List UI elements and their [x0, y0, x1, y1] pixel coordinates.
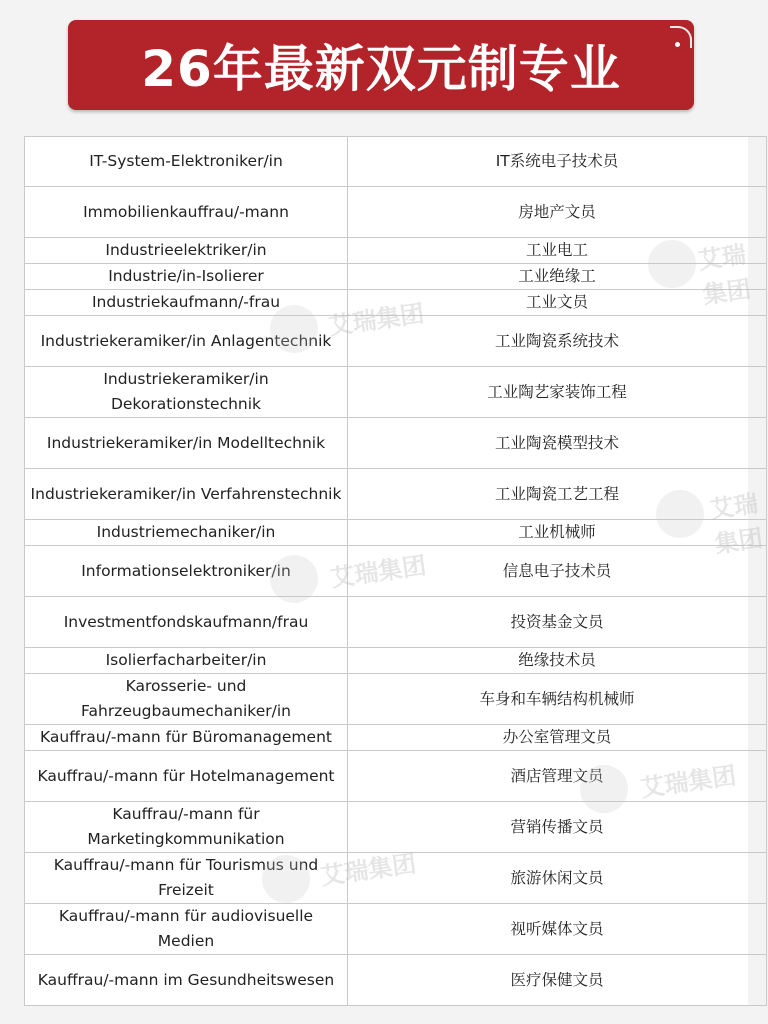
chinese-profession-cell: 医疗保健文员 — [348, 955, 767, 1006]
table-row — [25, 367, 767, 418]
profession-table-body — [25, 137, 767, 1006]
table-row — [25, 520, 767, 546]
watermark-text: 艾瑞集团 — [326, 299, 426, 341]
profession-table-container — [24, 136, 748, 1006]
german-profession-cell: Kauffrau/-mann im Gesundheitswesen — [25, 955, 348, 1006]
chinese-profession-cell: 旅游休闲文员 — [348, 853, 767, 904]
chinese-profession-cell: 营销传播文员 — [348, 802, 767, 853]
table-row — [25, 597, 767, 648]
chinese-profession-cell: 工业文员 — [348, 290, 767, 316]
chinese-profession-cell: 工业陶瓷模型技术 — [348, 418, 767, 469]
table-row — [25, 546, 767, 597]
german-profession-cell: Industrie/in-Isolierer — [25, 264, 348, 290]
table-row — [25, 187, 767, 238]
german-profession-cell: Industriekaufmann/-frau — [25, 290, 348, 316]
table-row — [25, 802, 767, 853]
german-profession-cell: Industriekeramiker/in Anlagentechnik — [25, 316, 348, 367]
table-row — [25, 290, 767, 316]
german-profession-cell: Industrieelektriker/in — [25, 238, 348, 264]
chinese-profession-cell: 工业陶瓷工艺工程 — [348, 469, 767, 520]
chinese-profession-cell: 酒店管理文员 — [348, 751, 767, 802]
chinese-profession-cell: 信息电子技术员 — [348, 546, 767, 597]
german-profession-cell: Immobilienkauffrau/-mann — [25, 187, 348, 238]
chinese-profession-cell: 工业陶艺家装饰工程 — [348, 367, 767, 418]
table-row — [25, 751, 767, 802]
german-profession-cell: Industriemechaniker/in — [25, 520, 348, 546]
german-profession-cell: Kauffrau/-mann für Tourismus und Freizeit — [25, 853, 348, 904]
table-row — [25, 955, 767, 1006]
table-row — [25, 469, 767, 520]
table-row — [25, 904, 767, 955]
profession-table — [24, 136, 767, 1006]
chinese-profession-cell: 视听媒体文员 — [348, 904, 767, 955]
chinese-profession-cell: 办公室管理文员 — [348, 725, 767, 751]
german-profession-cell: Karosserie- und Fahrzeugbaumechaniker/in — [25, 674, 348, 725]
table-row — [25, 648, 767, 674]
german-profession-cell: Kauffrau/-mann für Marketingkommunikation — [25, 802, 348, 853]
german-profession-cell: Kauffrau/-mann für audiovisuelle Medien — [25, 904, 348, 955]
table-row — [25, 264, 767, 290]
chinese-profession-cell: 绝缘技术员 — [348, 648, 767, 674]
watermark-text: 艾瑞集团 — [708, 489, 765, 559]
table-row — [25, 853, 767, 904]
german-profession-cell: Industriekeramiker/in Modelltechnik — [25, 418, 348, 469]
table-row — [25, 137, 767, 187]
watermark-text: 艾瑞集团 — [328, 551, 428, 593]
german-profession-cell: Kauffrau/-mann für Hotelmanagement — [25, 751, 348, 802]
chinese-profession-cell: 工业机械师 — [348, 520, 767, 546]
german-profession-cell: Isolierfacharbeiter/in — [25, 648, 348, 674]
chinese-profession-cell: 投资基金文员 — [348, 597, 767, 648]
title-banner — [68, 20, 694, 110]
german-profession-cell: IT-System-Elektroniker/in — [25, 137, 348, 187]
watermark-text: 艾瑞集团 — [638, 761, 738, 803]
table-row — [25, 418, 767, 469]
chinese-profession-cell: IT系统电子技术员 — [348, 137, 767, 187]
corner-curl-decoration — [670, 26, 692, 48]
table-row — [25, 725, 767, 751]
german-profession-cell: Industriekeramiker/in Dekorationstechnik — [25, 367, 348, 418]
chinese-profession-cell: 工业绝缘工 — [348, 264, 767, 290]
german-profession-cell: Investmentfondskaufmann/frau — [25, 597, 348, 648]
german-profession-cell: Kauffrau/-mann für Büromanagement — [25, 725, 348, 751]
watermark-text: 艾瑞集团 — [696, 240, 753, 310]
corner-dot-decoration — [675, 42, 680, 47]
table-row — [25, 238, 767, 264]
chinese-profession-cell: 房地产文员 — [348, 187, 767, 238]
chinese-profession-cell: 工业陶瓷系统技术 — [348, 316, 767, 367]
chinese-profession-cell: 工业电工 — [348, 238, 767, 264]
table-row — [25, 316, 767, 367]
page-title: 26年最新双元制专业 — [141, 40, 621, 98]
table-row — [25, 674, 767, 725]
german-profession-cell: Informationselektroniker/in — [25, 546, 348, 597]
watermark-text: 艾瑞集团 — [318, 849, 418, 891]
chinese-profession-cell: 车身和车辆结构机械师 — [348, 674, 767, 725]
german-profession-cell: Industriekeramiker/in Verfahrenstechnik — [25, 469, 348, 520]
